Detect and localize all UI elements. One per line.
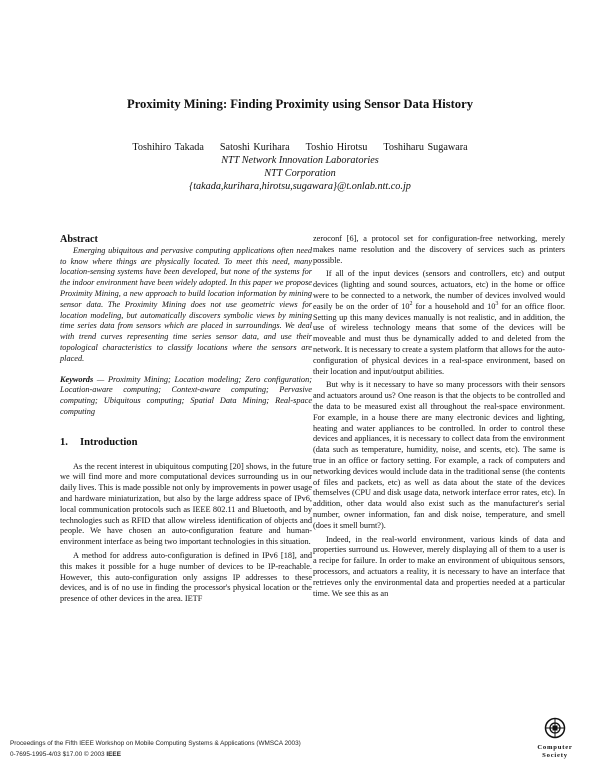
superscript: 2 [409, 301, 413, 308]
text-span: for an office floor. Setting up this many devices manually is not realistic, and in addition, the use of wireless technology means that some of the devices will be moveable and must thus be dynamically added to and deleted from the network. It is necessary to create a system platform that allows for the auto-configuration of physical devices in a real-space environment, based on their location and input/output abilities. [313, 301, 565, 376]
keywords-label: Keywords [60, 374, 94, 384]
abstract-text: Emerging ubiquitous and pervasive computing applications often need to know where things are physically located. To meet this need, many location-sensing systems have been developed, but none of the systems for the indoor environment have been widely adopted. In this paper we propose Proximity Mining, a new approach to build location information by mining sensor data. The Proximity Mining does not use geometric views for location modeling, but automatically discovers symbolic views by mining time series data from sensors which are placed in surroundings. We deal with trend curves representing time series sensor data, and use their topological characteristics to classify locations where the sensors are placed. [60, 245, 312, 363]
section-heading-introduction [60, 438, 312, 449]
footer-copyright [10, 751, 121, 758]
logo-word-2: Society [542, 752, 568, 759]
section-number: 1. [60, 436, 68, 448]
keywords [60, 375, 312, 418]
right-paragraph-3: Indeed, in the real-world environment, various kinds of data and properties surround us. However, merely displaying all of them to a user is a recipe for failure. In order to make an environment of ubiquitous sensors, processors, and actuators a reality, it is necessary to have an interface that retrieves only the environmental data and properties needed at a particular time. We see this as an [313, 534, 565, 598]
footer-proceedings: Proceedings of the Fifth IEEE Workshop on Mobile Computing Systems & Applications (WMSCA 2003) [10, 740, 301, 747]
intro-paragraph-1: As the recent interest in ubiquitous computing [20] shows, in the future we will find more and more computational devices surrounding us in our daily lives. This is made possible not only by improvements in power usage and hardware miniaturization, but also by the large address space of IPv6, local communication protocols such as IEEE 802.11 and Bluetooth, and by technologies such as RFID that allow wireless identification of objects and people. We have chosen an auto-configuration feature and human-environment interface as being two important technologies in this situation. [60, 461, 312, 547]
right-paragraph-1 [313, 269, 565, 377]
logo-word-1: Computer [537, 744, 573, 751]
computer-society-logo [515, 717, 595, 767]
author-list [0, 142, 600, 153]
section-title: Introduction [80, 436, 138, 448]
copyright-text: 0-7695-1995-4/03 $17.00 © 2003 [10, 751, 107, 758]
affiliation-lab: NTT Network Innovation Laboratories [221, 155, 379, 166]
left-column [60, 235, 312, 605]
ieee-mark: IEEE [106, 751, 121, 758]
paper-title: Proximity Mining: Finding Proximity using Sensor Data History [127, 97, 473, 111]
affiliation-org: NTT Corporation [264, 168, 336, 179]
right-column [313, 234, 565, 599]
superscript: 3 [495, 301, 499, 308]
text-span: for a household and 10 [412, 301, 496, 311]
author: Toshio Hirotsu [305, 142, 368, 153]
right-paragraph-2: But why is it necessary to have so many processors with their sensors and actuators around us? One reason is that the objects to be controlled and the data to be measured exist all throughout the real-space environment. For example, in a house there are many electronic devices and lighting, heating and water appliances to be controlled. In order to control these devices and appliances, it is necessary to collect data from the environment (data such as temperature, humidity, noise, and scents, etc). The same is true in an office or factory setting. For example, a rack of computers and networking devices would include data in the traditional sense (the contents of files and packets, etc) as well as data about the state of the devices themselves (CPU and disk usage data, network interface error rates, etc). In addition, other data would also exist such as the manufacturer's serial number, owner information, fan and disk noise, temperature, and smell (does it smell burnt?). [313, 380, 565, 530]
keywords-text: — Proximity Mining; Location modeling; Zero configuration; Location-aware computing; Context-aware computing; Pervasive computing; Ubiquitous computing; Spatial Data Mining; Real-space computing [60, 374, 312, 416]
author: Satoshi Kurihara [219, 142, 290, 153]
author: Toshiharu Sugawara [383, 142, 468, 153]
author: Toshihiro Takada [132, 142, 204, 153]
affiliation-email: {takada,kurihara,hirotsu,sugawara}@t.onlab.ntt.co.jp [189, 181, 411, 192]
intro-paragraph-2: A method for address auto-configuration is defined in IPv6 [18], and this makes it possible for a huge number of devices to be IP-reachable. However, this auto-configuration only assigns IP addresses to these devices, and is of no use in finding the processor's physical location or the presence of other devices in the area. IETF [60, 550, 312, 604]
right-paragraph-0: zeroconf [6], a protocol set for configuration-free networking, merely makes name resolution and the discovery of services such as printers possible. [313, 234, 565, 265]
text-span: If all of the input devices (sensors and controllers, etc) and output devices (lighting and sound sources, actuators, etc) in the home or office were to be connected to a network, the number of devices involved would easily be on the order of 10 [313, 269, 565, 311]
abstract-heading: Abstract [60, 234, 98, 245]
ieee-computer-society-logo-icon [544, 717, 566, 739]
